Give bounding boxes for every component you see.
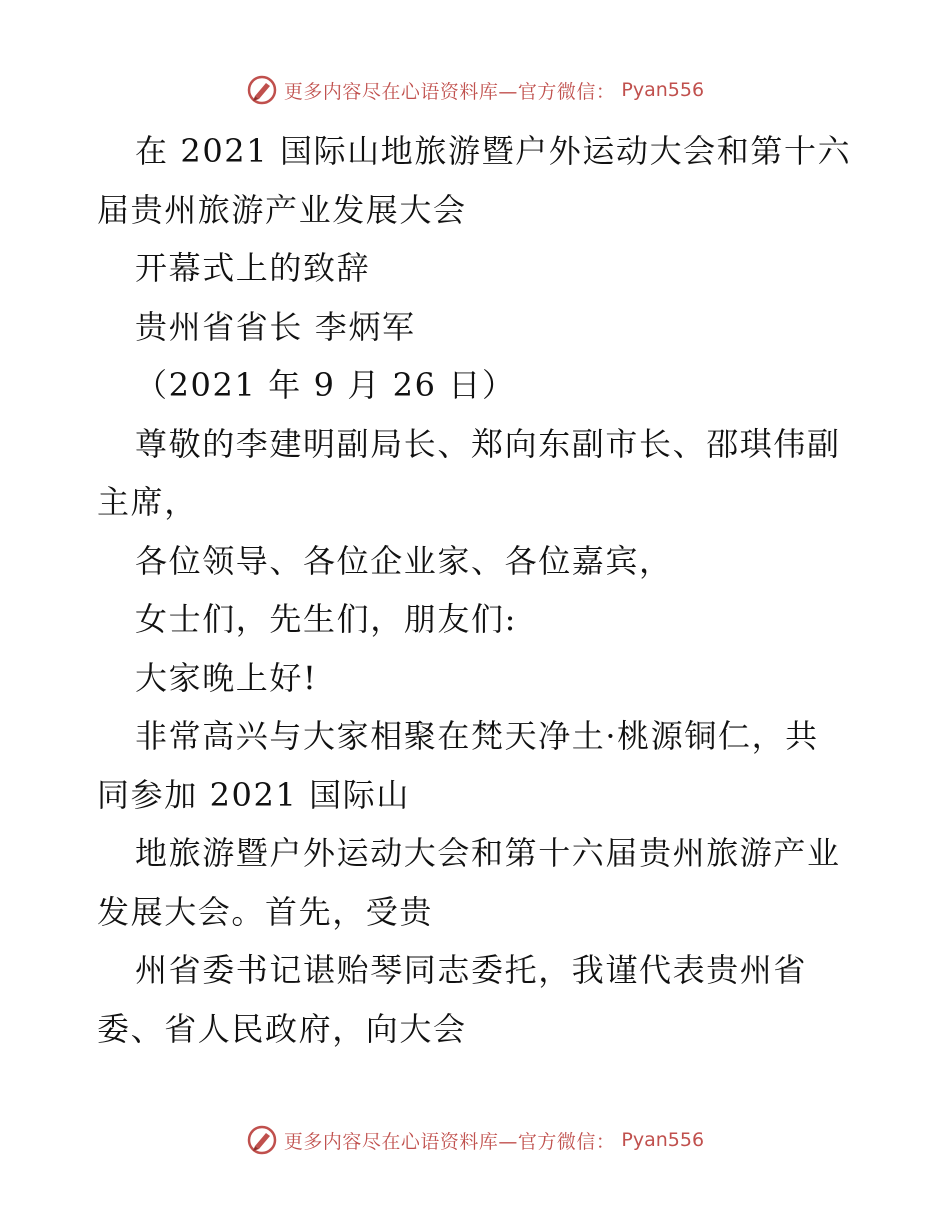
footer-watermark [0, 1122, 950, 1158]
pen-logo-icon [246, 74, 278, 106]
text-line: 非常高兴与大家相聚在梵天净土·桃源铜仁，共 [135, 717, 819, 755]
watermark-text: 更多内容尽在心语资料库—官方微信： [283, 80, 616, 103]
text-line: 贵州省省长 李炳军 [135, 307, 416, 346]
text-line: 开幕式上的致辞 [135, 249, 371, 287]
watermark-text: 更多内容尽在心语资料库—官方微信： [283, 1130, 616, 1153]
text-line: 在 2021 国际山地旅游暨户外运动大会和第十六 [135, 132, 852, 170]
text-line: 发展大会。首先，受贵 [97, 892, 434, 931]
header-watermark [0, 72, 950, 108]
document-body [97, 122, 857, 1058]
text-line: 主席， [97, 483, 198, 521]
text-line: 尊敬的李建明副局长、郑向东副市长、邵琪伟副 [135, 424, 841, 463]
text-line: 届贵州旅游产业发展大会 [97, 190, 467, 229]
text-line: （2021 年 9 月 26 日） [135, 366, 516, 404]
pen-logo-icon [246, 1124, 278, 1156]
text-line: 州省委书记谌贻琴同志委托，我谨代表贵州省 [135, 951, 808, 989]
watermark-wechat-id: Pyan556 [621, 79, 705, 101]
text-line: 女士们，先生们，朋友们: [135, 600, 517, 638]
text-line: 地旅游暨户外运动大会和第十六届贵州旅游产业 [135, 834, 841, 872]
text-line: 委、省人民政府，向大会 [97, 1009, 467, 1048]
text-line: 同参加 2021 国际山 [97, 775, 410, 814]
watermark-wechat-id: Pyan556 [621, 1129, 705, 1151]
text-line: 各位领导、各位企业家、各位嘉宾， [135, 541, 673, 580]
text-line: 大家晚上好! [135, 658, 318, 697]
